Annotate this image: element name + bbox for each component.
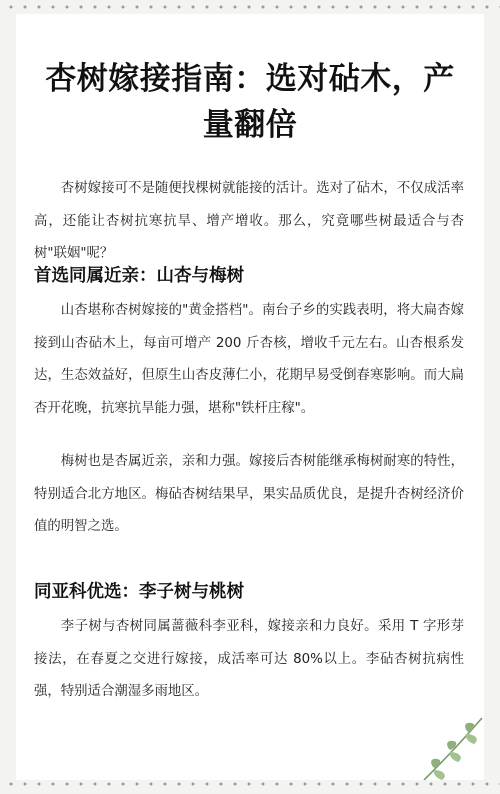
section1-paragraph-1: 山杏堪称杏树嫁接的"黄金搭档"。南台子乡的实践表明，将大扁杏嫁接到山杏砧木上，每亩可增产 200 斤杏核，增收千元左右。山杏根系发达，生态效益好，但原生山杏皮薄仁小，花期早易受倒春寒影响。而大扁杏开花晚，抗寒抗旱能力强，堪称"铁杆庄稼"。 bbox=[34, 303, 464, 416]
article-title: 杏树嫁接指南：选对砧木，产量翻倍 bbox=[45, 61, 455, 143]
section-heading-shanxing-meishu: 首选同属近亲：山杏与梅树 bbox=[34, 266, 244, 286]
section2-paragraph-1: 李子树与杏树同属蔷薇科李亚科，嫁接亲和力良好。采用 T 字形芽接法，在春夏之交进行嫁接，成活率可达 80%以上。李砧杏树抗病性强，特别适合潮湿多雨地区。 bbox=[34, 619, 464, 699]
top-dotted-border bbox=[0, 1, 500, 13]
section-heading-lizi-taoshu: 同亚科优选：李子树与桃树 bbox=[34, 582, 244, 602]
intro-paragraph: 杏树嫁接可不是随便找棵树就能接的活计。选对了砧木，不仅成活率高，还能让杏树抗寒抗旱、增产增收。那么，究竟哪些树最适合与杏树"联姻"呢？ bbox=[34, 181, 464, 261]
bottom-dotted-border bbox=[0, 778, 500, 790]
section1-paragraph-2: 梅树也是杏属近亲，亲和力强。嫁接后杏树能继承梅树耐寒的特性，特别适合北方地区。梅砧杏树结果早，果实品质优良，是提升杏树经济价值的明智之选。 bbox=[34, 454, 464, 534]
article-page bbox=[16, 14, 484, 780]
plant-decoration-icon bbox=[404, 710, 484, 780]
